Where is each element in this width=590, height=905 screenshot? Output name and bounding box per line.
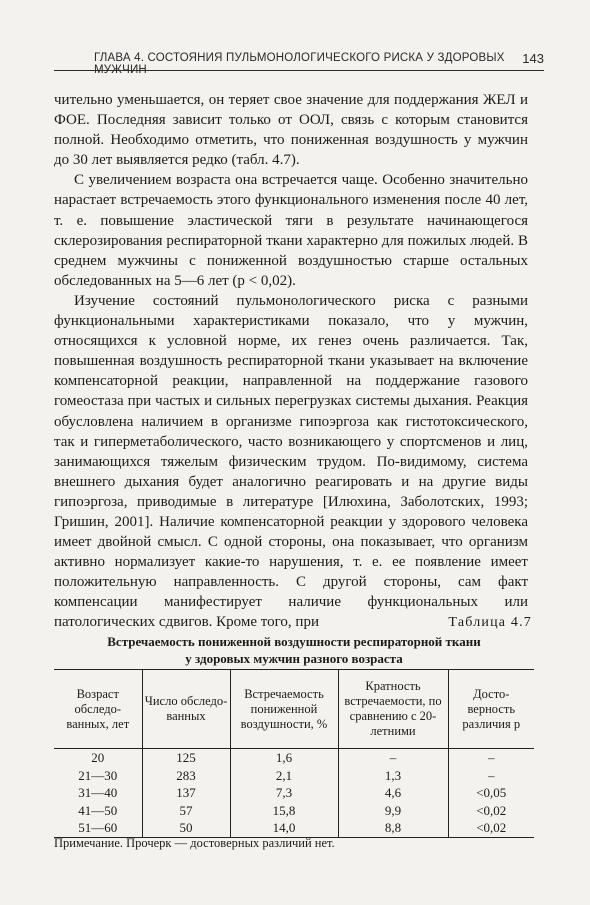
cell-occurrence: 14,0 xyxy=(230,819,338,837)
table-label: Таблица 4.7 xyxy=(448,615,532,630)
cell-ratio: 4,6 xyxy=(338,784,448,802)
cell-ratio: 8,8 xyxy=(338,819,448,837)
cell-count: 50 xyxy=(142,819,230,837)
header-significance: Досто-верность различия p xyxy=(448,670,534,749)
data-table xyxy=(54,669,534,838)
cell-significance: <0,02 xyxy=(448,819,534,837)
running-head xyxy=(54,50,544,76)
page-number: 143 xyxy=(522,51,544,66)
cell-age: 31—40 xyxy=(78,785,118,800)
header-occurrence: Встречаемость пониженной воздушности, % xyxy=(230,670,338,749)
table-title xyxy=(54,633,534,667)
header-count: Число обследо-ванных xyxy=(142,670,230,749)
cell-count: 137 xyxy=(142,784,230,802)
cell-ratio: – xyxy=(338,749,448,767)
cell-count: 283 xyxy=(142,767,230,785)
cell-count: 125 xyxy=(142,749,230,767)
table-row xyxy=(54,784,534,802)
paragraph-3: Изучение состояний пульмонологического риска с разными функциональными характеристиками показало, что у мужчин, относящихся к условной норме, их генез очень различается. Так, повышенная воздушность респираторной ткани указывает на включение компенсаторной реакции, направленной на поддержание газового гомеостаза при частых и сильных перегрузках системы дыхания. Реакция обусловлена наличием в организме гипоэргоза как гистотоксического, так и гиперметаболического, часто возникающего у спортсменов и лиц, занимающихся тяжелым физическим трудом. По-видимому, система внешнего дыхания будет аналогично реагировать и на другие виды гипоэргоза, приводимые в литературе [Илюхина, Заболотских, 1993; Гришин, 2001]. Наличие компенсаторной реакции у здорового человека имеет двойной смысл. С одной стороны, она показывает, что организм активно нормализует какие-то нарушения, т. е. ее появление имеет положительную направленность. С другой стороны, сам факт компенсации манифестирует наличие функциональных или патологических сдвигов. Кроме того, при xyxy=(54,292,528,631)
table-title-line-2: у здоровых мужчин разного возраста xyxy=(185,651,403,666)
table-title-line-1: Встречаемость пониженной воздушности респираторной ткани xyxy=(107,634,481,649)
cell-occurrence: 7,3 xyxy=(230,784,338,802)
cell-ratio: 1,3 xyxy=(338,767,448,785)
cell-age: 21—30 xyxy=(78,767,118,783)
cell-significance: <0,02 xyxy=(448,802,534,820)
table-row xyxy=(54,802,534,820)
cell-age: 51—60 xyxy=(54,819,142,837)
table-row xyxy=(54,819,534,837)
table-row xyxy=(54,749,534,767)
cell-significance: – xyxy=(448,749,534,767)
cell-occurrence: 1,6 xyxy=(230,749,338,767)
header-age: Возраст обследо-ванных, лет xyxy=(54,670,142,749)
cell-count: 57 xyxy=(142,802,230,820)
table-row xyxy=(54,767,534,785)
body-text xyxy=(54,90,528,633)
table-header-row xyxy=(54,670,534,749)
table-note: Примечание. Прочерк — достоверных различий нет. xyxy=(54,836,335,850)
cell-occurrence: 15,8 xyxy=(230,802,338,820)
chapter-title: ГЛАВА 4. СОСТОЯНИЯ ПУЛЬМОНОЛОГИЧЕСКОГО РИСКА У ЗДОРОВЫХ МУЖЧИН xyxy=(94,52,505,76)
cell-significance: <0,05 xyxy=(448,784,534,802)
header-ratio: Кратность встречаемости, по сравнению с 20-летними xyxy=(338,670,448,749)
paragraph-1: чительно уменьшается, он теряет свое значение для поддержания ЖЕЛ и ФОЕ. Последняя зависит только от ООЛ, связь с которым становится полной. Необходимо отметить, что пониженная воздушность у мужчин до 30 лет выявляется редко (табл. 4.7). xyxy=(54,92,528,169)
cell-age: 20 xyxy=(91,750,105,765)
cell-age: 41—50 xyxy=(78,802,118,818)
cell-significance: – xyxy=(448,767,534,785)
cell-ratio: 9,9 xyxy=(338,802,448,820)
paragraph-2: С увеличением возраста она встречается чаще. Особенно значительно нарастает встречаемость этого функционального изменения после 40 лет, т. е. повышение эластической тяги в результате начинающегося склерозирования респираторной ткани характерно для пожилых людей. В среднем мужчины с пониженной воздушностью старше остальных обследованных на 5—6 лет (p < 0,02). xyxy=(54,172,528,289)
cell-occurrence: 2,1 xyxy=(230,767,338,785)
